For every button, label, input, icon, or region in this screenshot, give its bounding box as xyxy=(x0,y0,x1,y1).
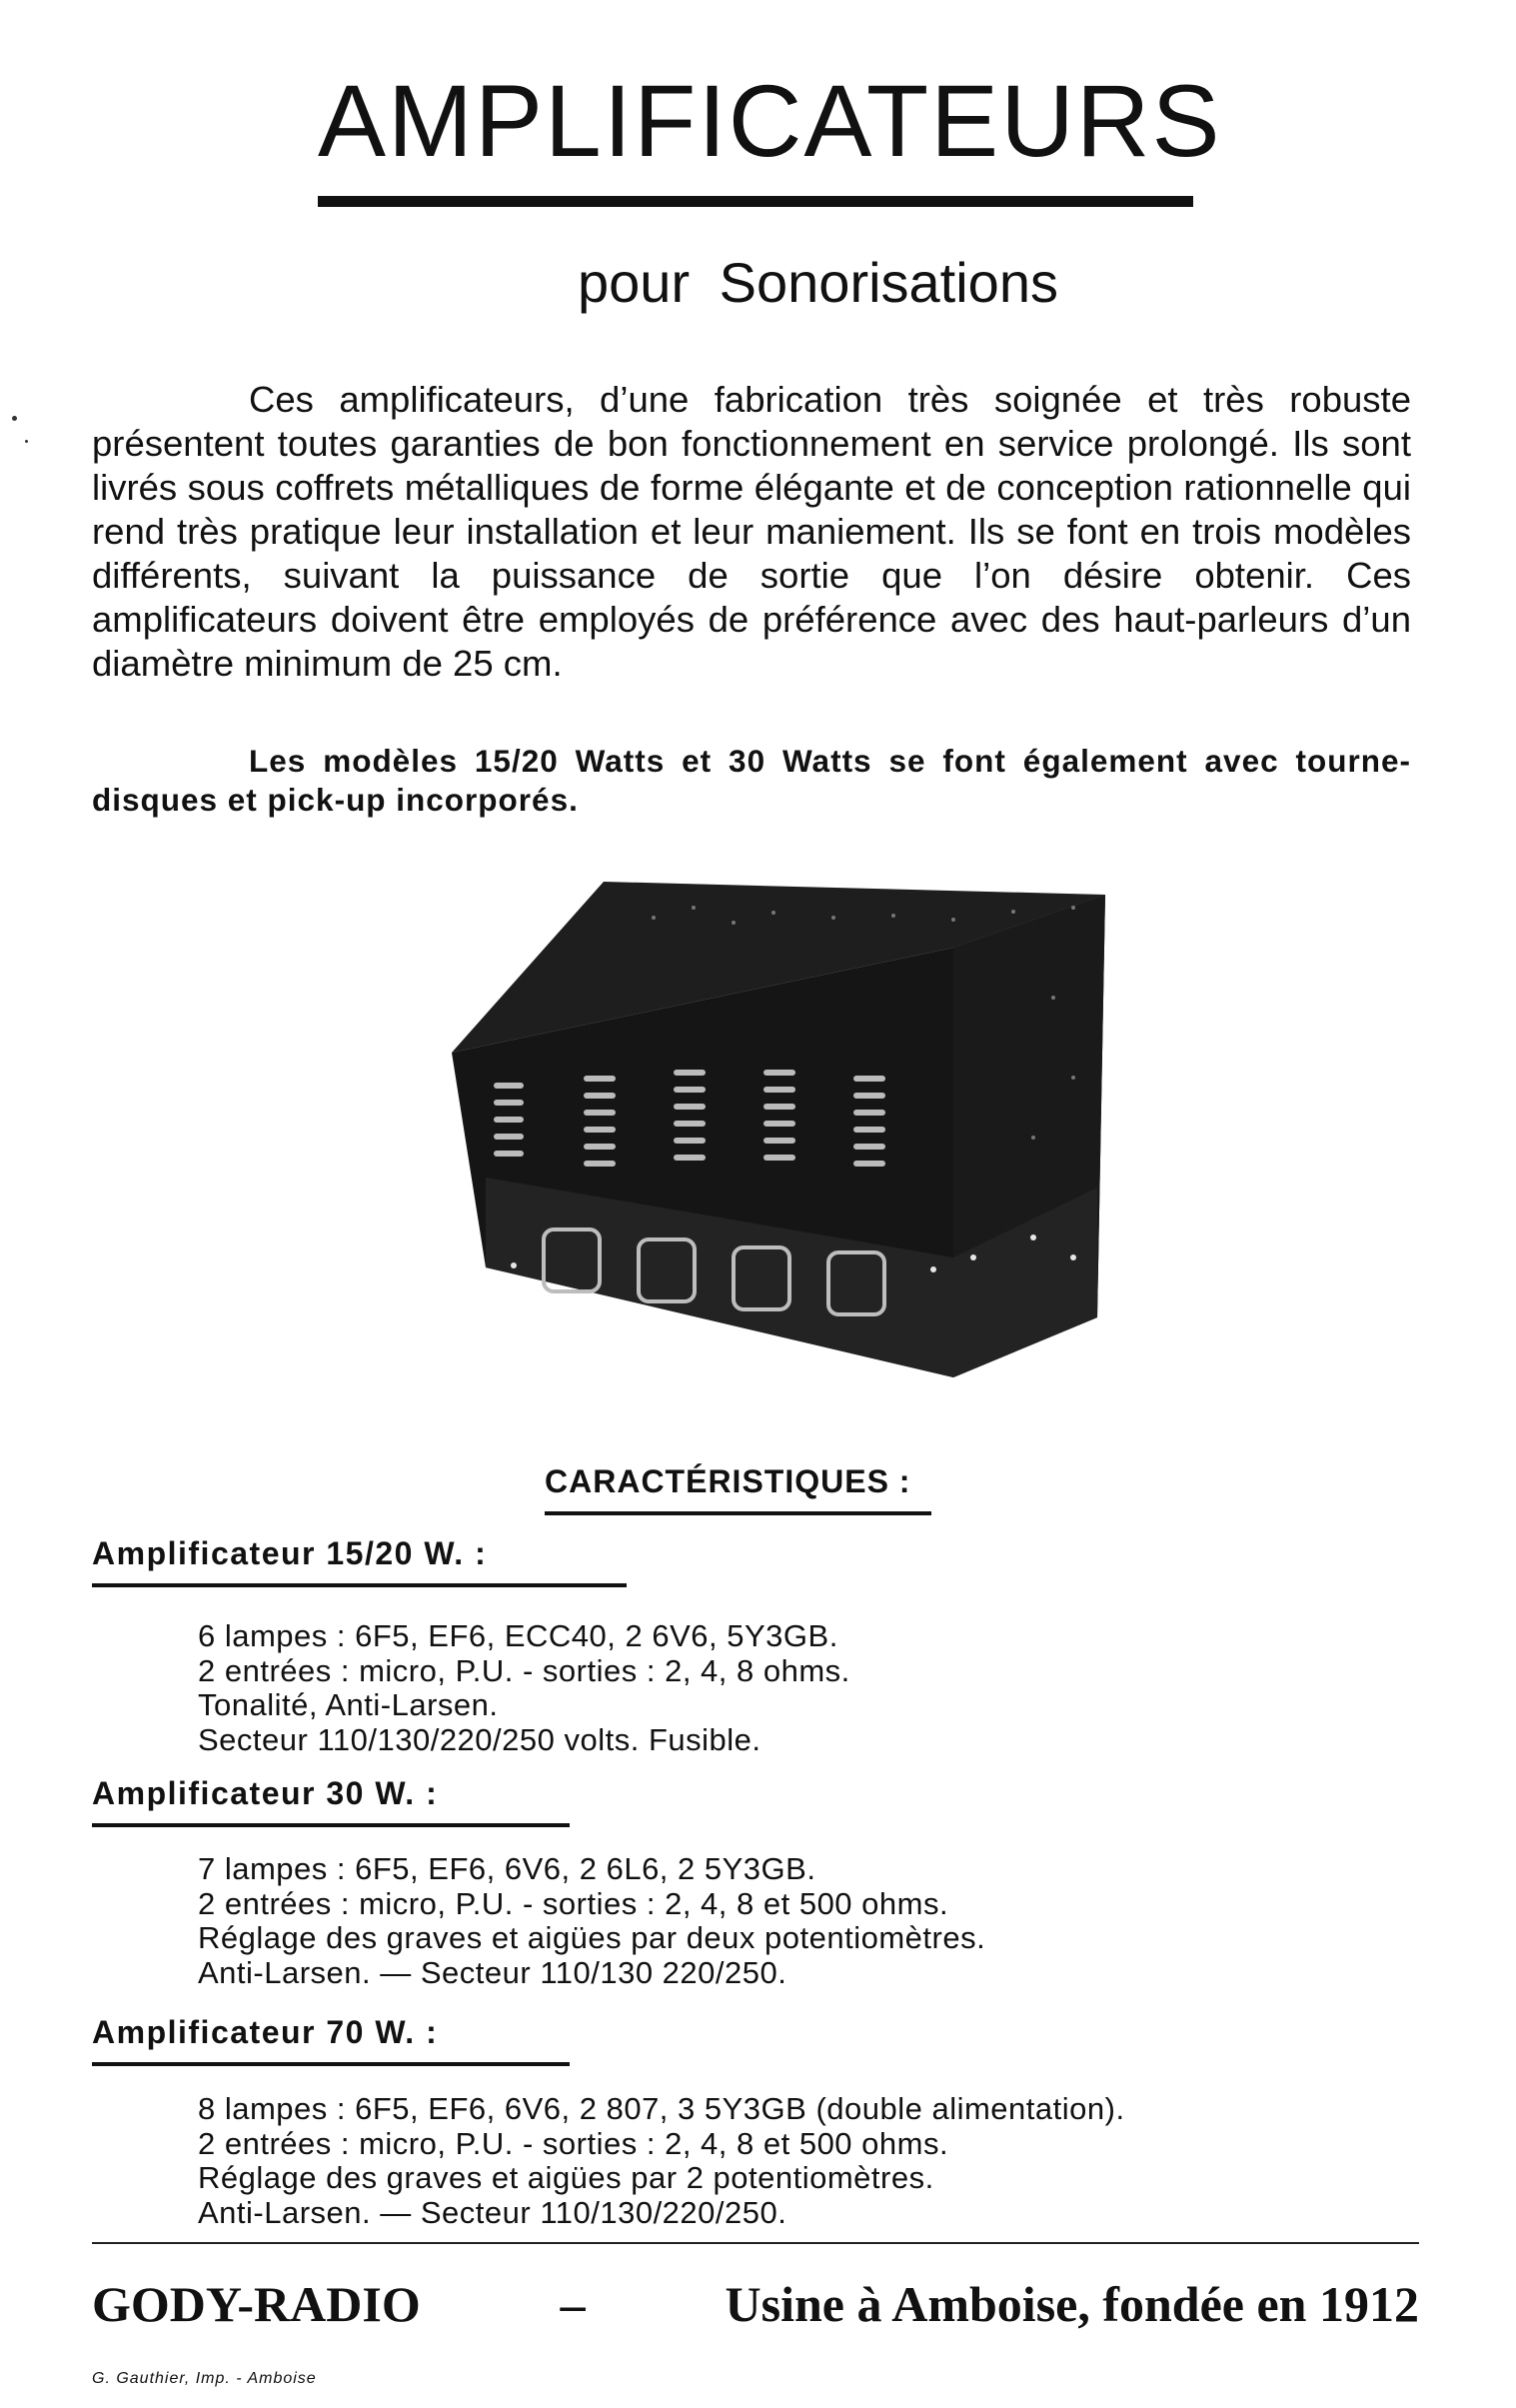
model-spec-list xyxy=(198,1852,985,1990)
printer-credit: G. Gauthier, Imp. - Amboise xyxy=(92,2370,317,2387)
amplifier-photo xyxy=(434,878,1113,1417)
document-title: AMPLIFICATEURS xyxy=(318,64,1222,178)
characteristics-heading: CARACTÉRISTIQUES : xyxy=(545,1463,911,1499)
model-heading-15-20w: Amplificateur 15/20 W. : xyxy=(92,1535,488,1571)
model-underline xyxy=(92,2062,570,2066)
model-heading-70w: Amplificateur 70 W. : xyxy=(92,2014,439,2050)
model-spec-list xyxy=(198,2092,1125,2230)
spec-line: 2 entrées : micro, P.U. - sorties : 2, 4, 8 et 500 ohms. xyxy=(198,2125,949,2161)
spec-line: Tonalité, Anti-Larsen. xyxy=(198,1687,499,1722)
footer-dash: – xyxy=(560,2276,586,2332)
model-heading-30w: Amplificateur 30 W. : xyxy=(92,1775,439,1811)
spec-line: 2 entrées : micro, P.U. - sorties : 2, 4, 8 et 500 ohms. xyxy=(198,1885,949,1921)
spec-line: Secteur 110/130/220/250 volts. Fusible. xyxy=(198,1721,761,1757)
spec-line: Réglage des graves et aigües par 2 potentiomètres. xyxy=(198,2160,934,2195)
spec-line: 8 lampes : 6F5, EF6, 6V6, 2 807, 3 5Y3GB (double alimentation). xyxy=(198,2091,1125,2126)
characteristics-underline xyxy=(545,1511,931,1515)
spec-line: Réglage des graves et aigües par deux potentiomètres. xyxy=(198,1920,986,1955)
footer-tagline: Usine à Amboise, fondée en 1912 xyxy=(725,2276,1419,2332)
spec-line: 6 lampes : 6F5, EF6, ECC40, 2 6V6, 5Y3GB. xyxy=(198,1618,838,1653)
print-speck xyxy=(12,416,17,421)
footer-line xyxy=(92,2276,1419,2332)
document-subtitle: pour Sonorisations xyxy=(578,251,1058,314)
footer-brand: GODY-RADIO xyxy=(92,2276,421,2332)
model-underline xyxy=(92,1583,627,1587)
print-speck xyxy=(25,440,28,443)
bold-note: Les modèles 15/20 Watts et 30 Watts se font également avec tourne-disques et pick-up incorporés. xyxy=(92,743,1411,818)
spec-line: Anti-Larsen. — Secteur 110/130 220/250. xyxy=(198,1954,787,1990)
model-underline xyxy=(92,1823,570,1827)
intro-paragraph: Ces amplificateurs, d’une fabrication très soignée et très robuste présentent toutes garanties de bon fonctionnement en service prolongé. Ils sont livrés sous coffrets métalliques de forme élégante et de conception rationnelle qui rend très pratique leur installation et leur maniement. Ils se font en trois modèles différents, suivant la puissance de sortie que l’on désire obtenir. Ces amplificateurs doivent être employés de préférence avec des haut-parleurs d’un diamètre minimum de 25 cm. xyxy=(92,379,1411,684)
spec-line: 7 lampes : 6F5, EF6, 6V6, 2 6L6, 2 5Y3GB. xyxy=(198,1851,816,1886)
model-spec-list xyxy=(198,1619,850,1757)
spec-line: Anti-Larsen. — Secteur 110/130/220/250. xyxy=(198,2194,787,2230)
title-underline xyxy=(318,196,1193,207)
spec-line: 2 entrées : micro, P.U. - sorties : 2, 4, 8 ohms. xyxy=(198,1652,850,1688)
footer-divider xyxy=(92,2242,1419,2244)
